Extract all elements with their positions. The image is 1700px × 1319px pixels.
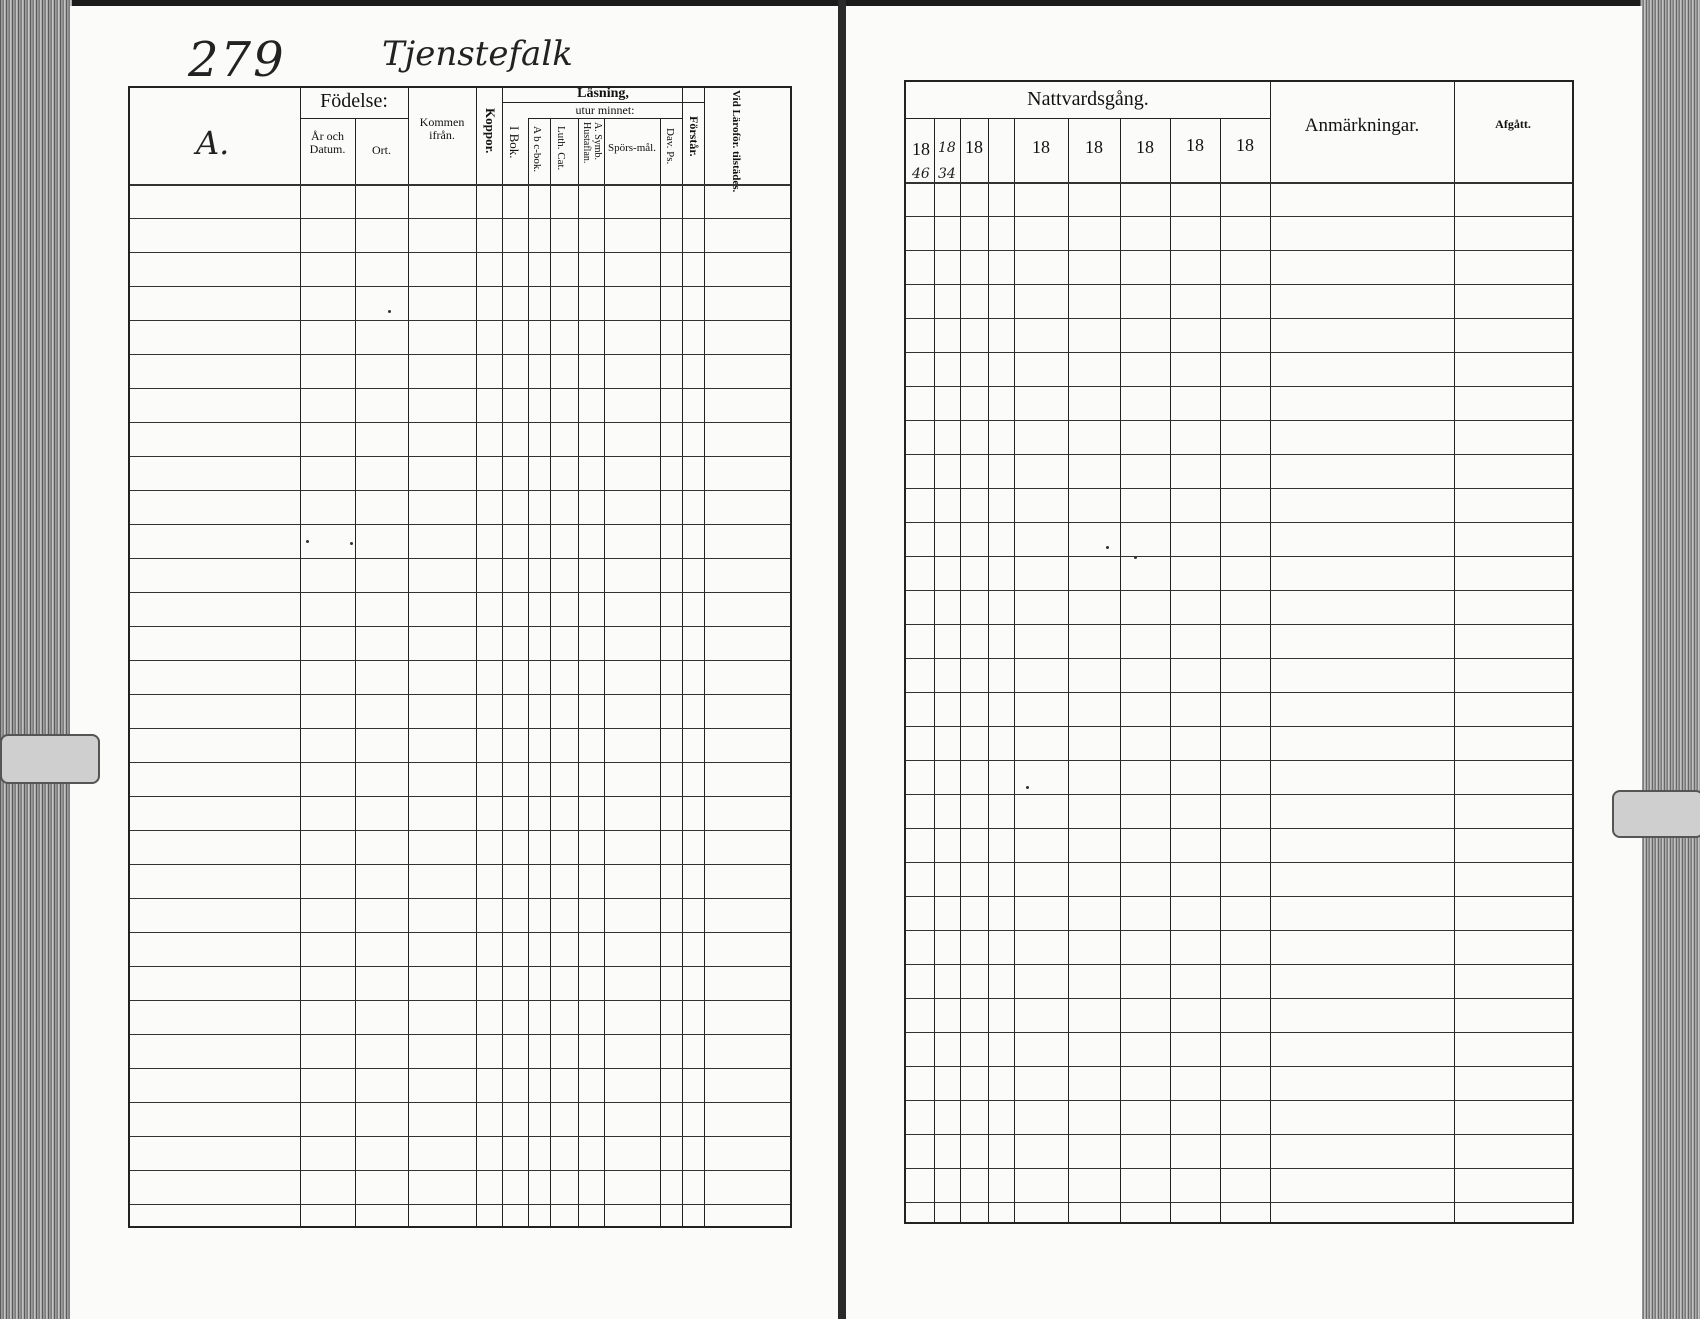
col-line xyxy=(704,88,705,1226)
row-line xyxy=(906,216,1572,217)
row-line xyxy=(906,1202,1572,1203)
left-page xyxy=(70,6,838,1319)
header-ar-och-datum: År och Datum. xyxy=(309,129,346,157)
row-line xyxy=(906,862,1572,863)
header-nattvardsgang: Nattvardsgång. xyxy=(1027,88,1149,110)
row-line xyxy=(130,286,790,287)
header-luth-cat: Luth. Cat. xyxy=(555,126,567,171)
page-clip-left xyxy=(0,734,100,784)
row-line xyxy=(906,1100,1572,1101)
row-line xyxy=(130,524,790,525)
header-line xyxy=(906,118,1270,119)
row-line xyxy=(906,794,1572,795)
header-sporsmal: Spörs-mål. xyxy=(608,142,656,154)
row-line xyxy=(130,422,790,423)
row-line xyxy=(906,352,1572,353)
row-line xyxy=(906,726,1572,727)
row-line xyxy=(130,1068,790,1069)
row-line xyxy=(130,1204,790,1205)
row-line xyxy=(906,318,1572,319)
row-line xyxy=(906,522,1572,523)
section-letter: A. xyxy=(196,124,230,162)
col-line xyxy=(476,88,477,1226)
row-line xyxy=(906,488,1572,489)
header-dav-ps: Dav. Ps. xyxy=(664,128,676,165)
year-prefix: 18 xyxy=(1032,137,1050,157)
header-line xyxy=(300,118,408,119)
row-line xyxy=(906,284,1572,285)
row-line xyxy=(906,1134,1572,1135)
row-line xyxy=(130,864,790,865)
year-prefix: 18 xyxy=(1085,137,1103,157)
col-line xyxy=(578,118,579,1226)
col-line xyxy=(660,118,661,1226)
row-line xyxy=(906,590,1572,591)
book-edge-right xyxy=(1640,0,1700,1319)
ink-speck xyxy=(1026,786,1029,789)
header-anmarkningar: Anmärkningar. xyxy=(1304,115,1420,136)
row-line xyxy=(906,454,1572,455)
row-line xyxy=(130,592,790,593)
row-line xyxy=(130,490,790,491)
col-line xyxy=(408,88,409,1226)
header-lasning: Läsning, xyxy=(577,86,629,101)
header-utur-minnet: utur minnet: xyxy=(575,103,635,117)
year-prefix: 18 xyxy=(965,137,983,157)
row-line xyxy=(130,626,790,627)
year-prefix: 18 xyxy=(1186,135,1204,155)
row-line xyxy=(906,386,1572,387)
row-line xyxy=(906,1168,1572,1169)
row-line xyxy=(130,932,790,933)
row-line xyxy=(130,1170,790,1171)
row-line xyxy=(906,964,1572,965)
row-line xyxy=(130,320,790,321)
ink-speck xyxy=(1106,546,1109,549)
row-line xyxy=(130,830,790,831)
header-afgatt: Afgått. xyxy=(1495,117,1531,131)
farm-name: Tjenstefalk xyxy=(382,34,573,74)
row-line xyxy=(130,252,790,253)
header-forstar: Förstår. xyxy=(687,116,701,157)
ink-speck xyxy=(388,310,391,313)
ink-speck xyxy=(306,540,309,543)
left-ledger-table xyxy=(128,86,792,1228)
header-a-symb: A. Symb. xyxy=(592,122,603,161)
col-line xyxy=(355,118,356,1226)
row-line xyxy=(130,762,790,763)
row-line xyxy=(906,624,1572,625)
row-line xyxy=(130,1034,790,1035)
row-line xyxy=(130,796,790,797)
book-gutter xyxy=(838,0,846,1319)
handwritten-year: 18 xyxy=(938,140,956,156)
page-clip-right xyxy=(1612,790,1700,838)
col-line xyxy=(502,88,503,1226)
year-prefix: 18 xyxy=(912,139,930,159)
year-prefix: 18 xyxy=(1236,135,1254,155)
handwritten-year: 34 xyxy=(938,166,956,182)
row-line xyxy=(906,250,1572,251)
row-line xyxy=(906,658,1572,659)
row-line xyxy=(906,420,1572,421)
ink-speck xyxy=(1134,556,1137,559)
row-line xyxy=(906,828,1572,829)
row-line xyxy=(906,896,1572,897)
ink-speck xyxy=(350,542,353,545)
header-line xyxy=(528,118,682,119)
row-line xyxy=(130,1136,790,1137)
header-vid-larofor: Vid Läroför. tilstädes. xyxy=(730,90,742,193)
right-page xyxy=(846,6,1642,1319)
row-line xyxy=(906,1032,1572,1033)
row-line xyxy=(130,388,790,389)
year-prefix: 18 xyxy=(1136,137,1154,157)
row-line xyxy=(130,1102,790,1103)
header-koppor: Koppor. xyxy=(483,108,498,154)
header-abc-bok: A b c-bok. xyxy=(531,126,543,173)
row-line xyxy=(130,1000,790,1001)
col-line xyxy=(1454,82,1455,1222)
row-line xyxy=(906,1066,1572,1067)
row-line xyxy=(130,728,790,729)
col-line xyxy=(528,118,529,1226)
right-ledger-table xyxy=(904,80,1574,1224)
col-line xyxy=(604,118,605,1226)
col-line xyxy=(550,118,551,1226)
row-line xyxy=(130,354,790,355)
row-line xyxy=(130,456,790,457)
col-line xyxy=(300,88,301,1226)
row-line xyxy=(130,558,790,559)
row-line xyxy=(130,694,790,695)
header-hustaflan: Hustaflan. xyxy=(581,122,592,164)
row-line xyxy=(906,930,1572,931)
row-line xyxy=(906,556,1572,557)
handwritten-year: 46 xyxy=(912,166,930,182)
row-line xyxy=(906,692,1572,693)
row-line xyxy=(130,660,790,661)
row-line xyxy=(130,898,790,899)
header-bottom-line xyxy=(906,182,1572,184)
col-line xyxy=(682,88,683,1226)
header-ort: Ort. xyxy=(372,143,391,157)
header-bottom-line xyxy=(130,184,790,186)
row-line xyxy=(906,998,1572,999)
row-line xyxy=(130,966,790,967)
header-fodelse: Födelse: xyxy=(320,90,388,112)
col-line xyxy=(1270,82,1271,1222)
row-line xyxy=(906,760,1572,761)
book-edge-left xyxy=(0,0,72,1319)
header-i-bok: I Bok. xyxy=(507,126,522,159)
header-kommen-ifran: Kommen ifrån. xyxy=(419,115,465,143)
page-number: 279 xyxy=(188,32,286,88)
row-line xyxy=(130,218,790,219)
